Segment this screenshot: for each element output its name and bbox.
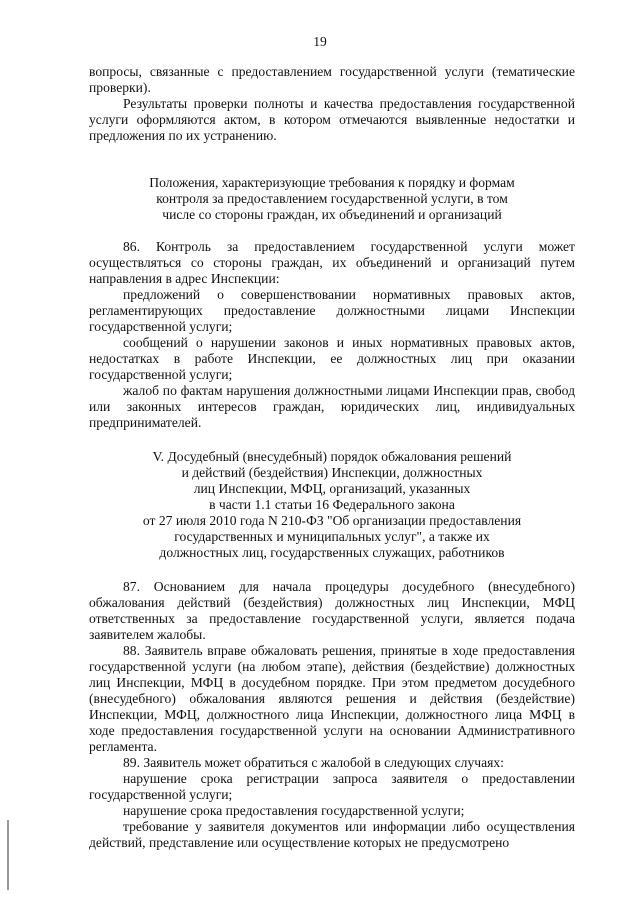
paragraph-results: Результаты проверки полноты и качества предоставления государственной услуги оформляются актом, в котором отмечаются выявленные недостатки и предложения по их устранению. xyxy=(89,96,575,143)
paragraph-86: 86. Контроль за предоставлением государственной услуги может осуществляться со стороны граждан, их объединений и организаций путем направления в адрес Инспекции: xyxy=(89,239,575,286)
list-item: нарушение срока предоставления государственной услуги; xyxy=(123,803,465,818)
list-item: жалоб по фактам нарушения должностными лицами Инспекции прав, свобод или законных интересов граждан, юридических лиц, индивидуальных предпринимателей. xyxy=(89,383,575,430)
scan-edge-mark xyxy=(7,820,9,890)
list-item: предложений о совершенствовании нормативных правовых актов, регламентирующих предоставление должностными лицами Инспекции государственной услуги; xyxy=(89,287,575,334)
heading-line: в части 1.1 статьи 16 Федерального закона xyxy=(209,497,455,512)
paragraph-88: 88. Заявитель вправе обжаловать решения, принятые в ходе предоставления государственной услуги (на любом этапе), действия (бездействие) должностных лиц Инспекции, МФЦ в досудебном порядке. При этом предметом досудебного (внесудебного) обжалования являются решения и действия (бездействие) Инспекции, МФЦ, должностного лица Инспекции, должностного лица МФЦ в ходе предоставления государственной услуги на основании Административного регламента. xyxy=(89,643,575,754)
section-control-heading xyxy=(89,175,575,223)
page-number: 19 xyxy=(313,34,327,49)
heading-line: числе со стороны граждан, их объединений и организаций xyxy=(162,207,502,222)
section-v-heading xyxy=(89,449,575,561)
heading-line: V. Досудебный (внесудебный) порядок обжалования решений xyxy=(152,449,512,464)
heading-line: лиц Инспекции, МФЦ, организаций, указанных xyxy=(193,481,471,496)
list-item: требование у заявителя документов или информации либо осуществления действий, представление или осуществление которых не предусмотрено xyxy=(89,819,575,850)
list-item: сообщений о нарушении законов и иных нормативных правовых актов, недостатках в работе Инспекции, ее должностных лиц при оказании государственной услуги; xyxy=(89,335,575,382)
heading-line: должностных лиц, государственных служащих, работников xyxy=(159,545,505,560)
heading-line: Положения, характеризующие требования к порядку и формам xyxy=(149,175,515,190)
heading-line: от 27 июля 2010 года N 210-ФЗ "Об организации предоставления xyxy=(142,513,522,528)
heading-line: и действий (бездействия) Инспекции, должностных xyxy=(181,465,483,480)
paragraph-continued: вопросы, связанные с предоставлением государственной услуги (тематические проверки). xyxy=(89,64,575,95)
document-body xyxy=(89,64,575,851)
list-item: нарушение срока регистрации запроса заявителя о предоставлении государственной услуги; xyxy=(89,771,575,802)
paragraph-87: 87. Основанием для начала процедуры досудебного (внесудебного) обжалования действий (бездействия) должностных лиц Инспекции, МФЦ ответственных за предоставление государственной услуги, является подача заявителем жалобы. xyxy=(89,579,575,642)
heading-line: государственных и муниципальных услуг", а также их xyxy=(174,529,490,544)
heading-line: контроля за предоставлением государственной услуги, в том xyxy=(156,191,508,206)
paragraph-89: 89. Заявитель может обратиться с жалобой в следующих случаях: xyxy=(123,755,504,770)
